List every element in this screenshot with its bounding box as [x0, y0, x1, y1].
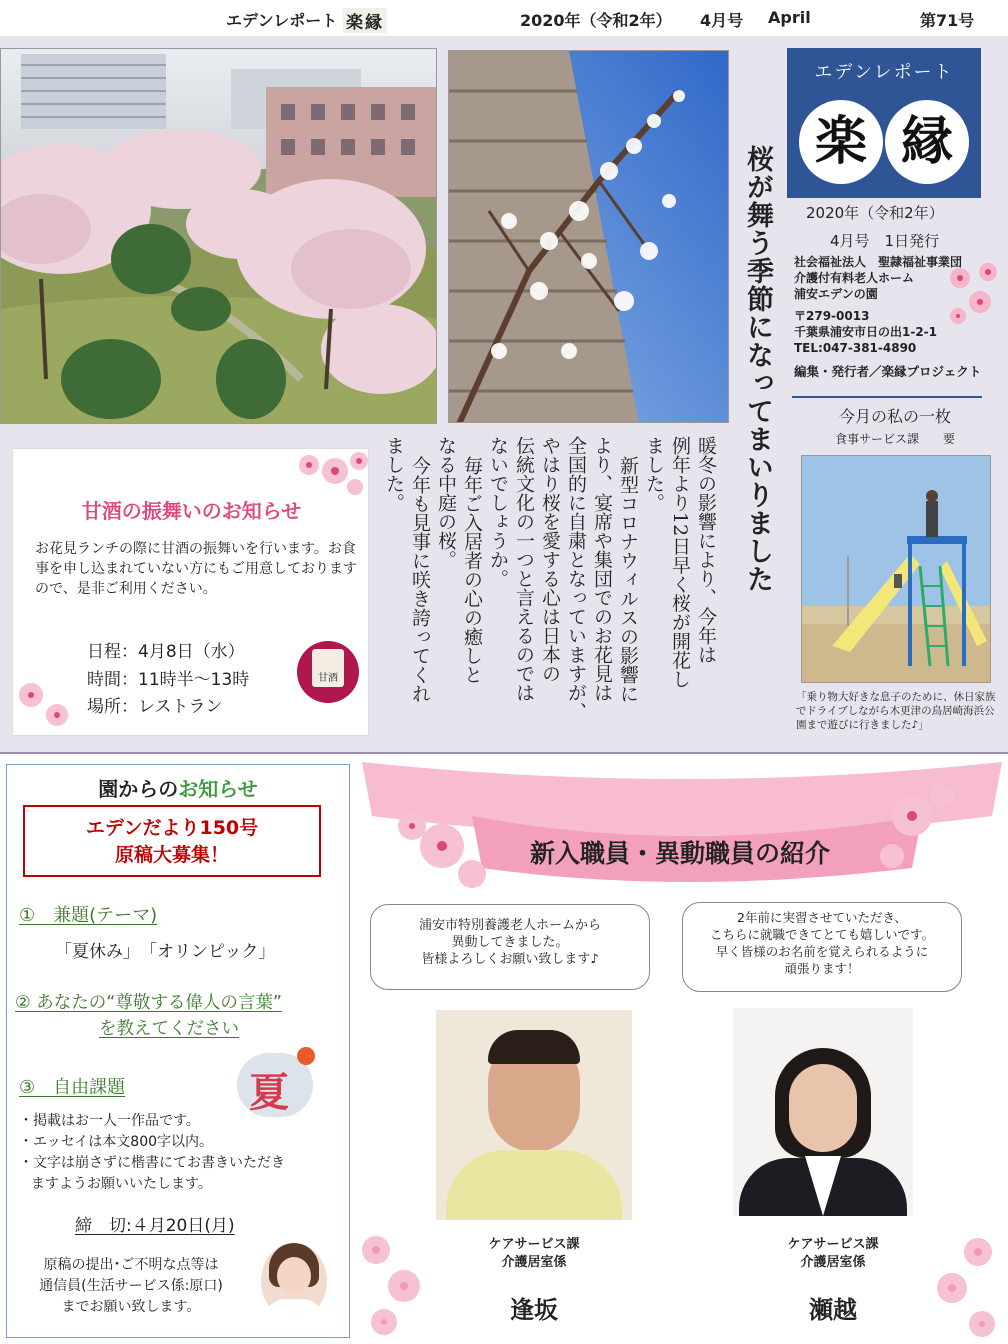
contact-avatar — [261, 1243, 327, 1319]
header-bar — [0, 0, 1008, 36]
masthead-title: エデンレポート — [814, 62, 954, 83]
amazake-title: 甘酒の振舞いのお知らせ — [81, 499, 302, 523]
address: 千葉県浦安市日の出1-2-1 — [794, 325, 938, 339]
bubble-line: 浦安市特別養護老人ホームから — [418, 918, 601, 933]
sakura-branch-photo — [448, 50, 729, 423]
garden-sakura-photo — [0, 48, 437, 424]
article-col: やはり桜を愛する心は日本の — [539, 436, 561, 683]
ribbon-banner — [352, 756, 1008, 896]
amazake-date: 日程：4月8日（水） — [87, 642, 245, 662]
notice-heading-em: お知らせ — [178, 777, 258, 801]
amazake-cup-label: 甘酒 — [312, 649, 344, 687]
amazake-body: お花見ランチの際に甘酒の振舞いを行います。お食事を申し込まれていない方にもご用意しておりますので、是非ご利用ください。 — [35, 541, 357, 597]
article — [383, 436, 728, 736]
amazake-time: 時間：11時半～13時 — [87, 670, 250, 690]
call-for-submissions — [23, 805, 321, 877]
article-col: 全国的に自粛となっていますが、 — [565, 436, 587, 721]
staff-name-2: 瀬越 — [809, 1296, 857, 1324]
contact-line-1: 原稿の提出･ご不明な点等は — [43, 1257, 219, 1273]
rules — [19, 1111, 285, 1195]
sakura-petals-icon — [354, 1230, 434, 1340]
myshot-title: 今月の私の一枚 — [838, 407, 951, 426]
contact — [15, 1255, 247, 1318]
contact-line-3: までお願い致します。 — [61, 1299, 201, 1315]
article-col: ました。 — [643, 436, 665, 512]
header-report-name: エデンレポート — [226, 11, 338, 30]
staff-dept: ケアサービス課 — [488, 1237, 580, 1252]
speech-bubble — [682, 902, 962, 992]
amazake-place: 場所：レストラン — [87, 697, 223, 717]
bubble-line: 皆様よろしくお願い致します♪ — [421, 952, 599, 967]
call-line-2: 原稿大募集！ — [114, 844, 229, 866]
call-line-1: エデンだより150号 — [85, 817, 259, 839]
playground-illustration — [802, 456, 991, 683]
theme-item-3: ③ 自由課題 — [19, 1077, 126, 1098]
summer-char: 夏 — [249, 1069, 289, 1116]
masthead-issue-line: 4月号 1日発行 — [830, 232, 940, 250]
article-col: より、宴席や集団でのお花見は — [591, 436, 613, 702]
summer-badge-icon — [237, 1047, 319, 1121]
deadline: 締 切:４月20日(月) — [75, 1216, 235, 1236]
article-col: 毎年ご入居者の心の癒しと — [461, 456, 483, 684]
bubble-line: 異動してきました。 — [451, 935, 569, 950]
amazake-cup-icon — [297, 641, 359, 703]
contact-line-2: 通信員(生活サービス係:原口) — [39, 1278, 223, 1294]
header-date: 2020年（令和2年） — [520, 11, 672, 30]
masthead-char-en: 縁 — [885, 100, 969, 184]
article-col: 新型コロナウィルスの影響に — [617, 456, 639, 703]
amazake-notice — [12, 448, 369, 736]
postal-code: 〒279-0013 — [794, 309, 870, 323]
staff-unit: 介護居室係 — [800, 1255, 866, 1270]
bubble-line: こちらに就職できてとても嬉しいです。 — [709, 927, 934, 942]
article-col: 今年も見事に咲き誇ってくれ — [409, 456, 431, 703]
garden-sakura-illustration — [1, 49, 437, 424]
staff-unit: 介護居室係 — [501, 1255, 567, 1270]
sakura-petals-icon — [930, 1232, 1006, 1342]
notice-heading — [7, 773, 349, 802]
myshot-author: 食事サービス課 要 — [834, 432, 955, 446]
editor: 編集・発行者／楽縁プロジェクト — [794, 364, 982, 379]
org-name: 社会福祉法人 聖隷福祉事業団 — [794, 255, 963, 269]
tel: TEL:047-381-4890 — [794, 341, 917, 355]
sakura-blossom-icon — [940, 258, 1005, 333]
notice-heading-pre: 園からの — [98, 777, 179, 801]
rule-3: ・文字は崩さずに楷書にてお書きいただき — [19, 1155, 285, 1171]
staff-photo-2 — [733, 1008, 913, 1216]
masthead — [787, 48, 981, 198]
article-col: なる中庭の桜。 — [435, 436, 457, 569]
sakura-branch-illustration — [449, 51, 729, 423]
bubble-line: 2年前に実習させていただき、 — [737, 910, 907, 925]
sun-icon — [297, 1047, 315, 1065]
header-month: 4月号 — [700, 11, 744, 30]
staff-photo-1 — [436, 1010, 632, 1220]
sakura-corner-icon — [289, 449, 371, 499]
masthead-char-raku: 楽 — [799, 100, 883, 184]
sakura-corner-icon — [13, 677, 73, 733]
header-month-en: April — [768, 8, 811, 27]
theme-item-2a: ② あなたの“尊敬する偉人の言葉” — [15, 993, 282, 1013]
header-logo: 楽縁 — [343, 8, 387, 33]
staff-dept-2 — [733, 1236, 933, 1272]
rule-1: ・掲載はお一人一作品です。 — [19, 1113, 200, 1129]
article-col: 伝統文化の一つと言えるのでは — [513, 436, 535, 702]
article-col: 暖冬の影響により、今年は — [695, 436, 717, 664]
org-type: 介護付有料老人ホーム — [794, 271, 915, 285]
theme-item-1-options: 「夏休み」 「オリンピック」 — [55, 942, 276, 962]
article-col: ました。 — [383, 436, 405, 512]
article-col: ないでしょうか。 — [487, 436, 509, 588]
rule-3b: ますようお願いいたします。 — [31, 1176, 212, 1192]
masthead-year: 2020年（令和2年） — [806, 204, 944, 222]
speech-bubble — [370, 904, 650, 990]
theme-item-2b: を教えてください — [99, 1019, 239, 1039]
article-col: 例年より12日早く桜が開花し — [669, 436, 691, 689]
header-issue: 第71号 — [920, 11, 975, 30]
headline: 桜が舞う季節になってまいりました — [742, 145, 773, 593]
staff-section-title: 新入職員・異動職員の紹介 — [529, 839, 830, 868]
playground-photo — [801, 455, 991, 683]
theme-item-1: ① 兼題(テーマ) — [19, 905, 158, 926]
bubble-line: 早く皆様のお名前を覚えられるように — [715, 944, 929, 959]
staff-dept-1 — [436, 1236, 632, 1272]
bubble-line: 頑張ります！ — [784, 961, 860, 976]
myshot-caption: 「乗り物大好きな息子のために、休日家族でドライブしながら木更津の鳥居崎海浜公園まで遊びに行きました♪」 — [796, 691, 996, 731]
notice-box — [6, 764, 350, 1338]
staff-name-1: 逢坂 — [510, 1296, 558, 1324]
masthead-divider — [792, 396, 982, 398]
org-facility: 浦安エデンの園 — [794, 287, 878, 301]
staff-dept: ケアサービス課 — [787, 1237, 879, 1252]
rule-2: ・エッセイは本文800字以内。 — [19, 1134, 214, 1150]
